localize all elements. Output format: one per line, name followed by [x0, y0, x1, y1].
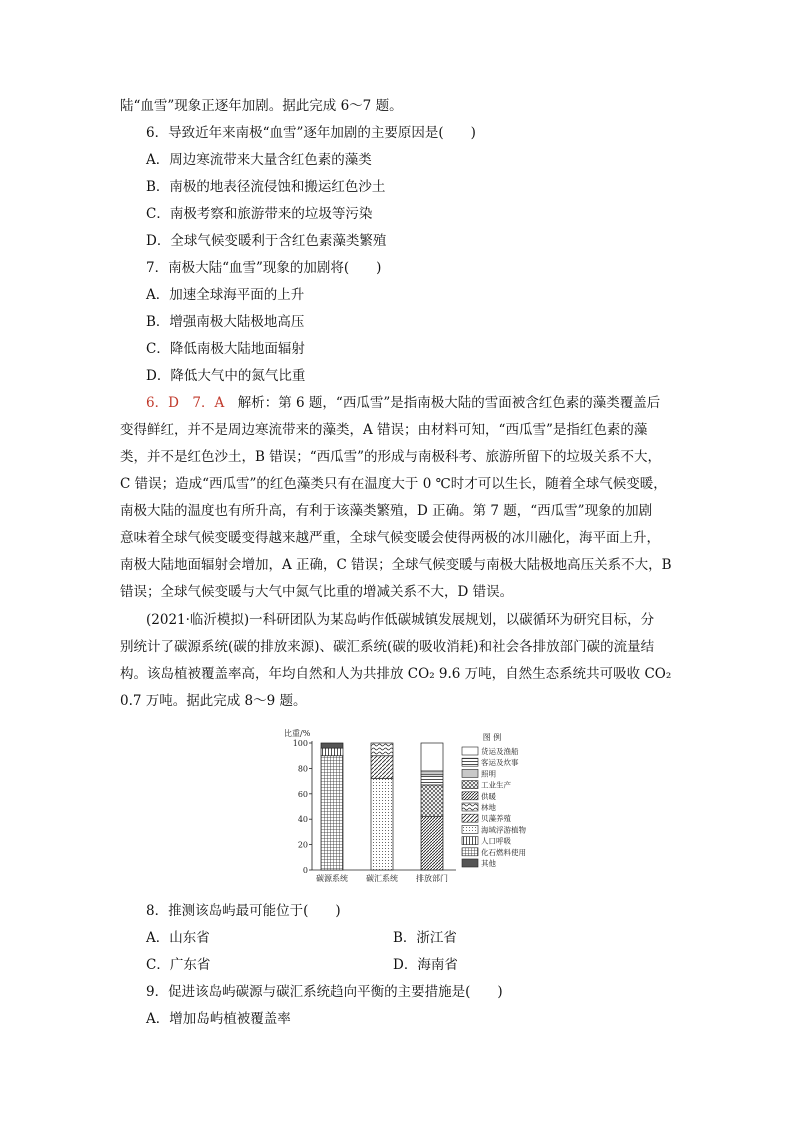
- material-line-2: 别统计了碳源系统(碳的排放来源)、碳汇系统(碳的吸收消耗)和社会各排放部门碳的流量结: [120, 639, 655, 655]
- y-axis-label: 比重/%: [284, 729, 311, 738]
- legend-swatch: [462, 747, 478, 755]
- y-tick-label: 80: [297, 764, 308, 774]
- bar-segment: [421, 785, 443, 817]
- legend-label: 供暖: [481, 791, 496, 801]
- legend-label: 林地: [481, 803, 496, 812]
- q9-stem: 9．促进该岛屿碳源与碳汇系统趋向平衡的主要措施是( ): [146, 984, 503, 1000]
- legend-swatch: [462, 769, 478, 777]
- legend-swatch: [462, 781, 478, 789]
- answer-line-1: [146, 394, 660, 412]
- q8-option-a: A．山东省: [146, 930, 210, 946]
- q8-option-d: D．海南省: [393, 957, 458, 973]
- x-tick-label: 碳源系统: [316, 874, 348, 883]
- answer-line-3: 类，并不是红色沙土，B 错误；“西瓜雪”的形成与南极科考、旅游所留下的垃圾关系不大，: [120, 449, 662, 465]
- legend-label: 工业生产: [481, 780, 511, 790]
- q6-option-c: C．南极考察和旅游带来的垃圾等污染: [146, 206, 373, 222]
- y-tick-label: 60: [297, 789, 308, 799]
- q6-option-a: A．周边寒流带来大量含红色素的藻类: [146, 152, 372, 168]
- legend-swatch: [462, 758, 478, 766]
- q6-option-d: D．全球气候变暖利于含红色素藻类繁殖: [146, 233, 387, 249]
- y-tick-label: 20: [297, 840, 308, 850]
- bar-segment: [421, 771, 443, 775]
- legend-label: 货运及渔船: [481, 747, 519, 756]
- q8-option-b: B．浙江省: [393, 930, 457, 946]
- answer-line-5: 南极大陆的温度也有所升高，有利于该藻类繁殖，D 正确。第 7 题，“西瓜雪”现象的加剧: [120, 503, 653, 519]
- q6-stem: 6．导致近年来南极“血雪”逐年加剧的主要原因是( ): [146, 125, 476, 141]
- bar-segment: [421, 817, 443, 870]
- answer-line-8: 错误；全球气候变暖与大气中氮气比重的增减关系不大，D 错误。: [120, 584, 514, 600]
- q7-option-b: B．增强南极大陆极地高压: [146, 314, 305, 330]
- carbon-flow-chart: [282, 727, 546, 889]
- q7-stem: 7．南极大陆“血雪”现象的加剧将( ): [146, 260, 382, 276]
- bar-segment: [371, 779, 393, 870]
- legend-title: 图 例: [482, 733, 502, 742]
- answer-text-1: 解析：第 6 题，“西瓜雪”是指南极大陆的雪面被含红色素的藻类覆盖后: [237, 395, 661, 411]
- q8-option-c: C．广东省: [146, 957, 211, 973]
- legend-swatch: [462, 792, 478, 800]
- y-tick-label: 100: [292, 739, 308, 748]
- legend-label: 海域浮游植物: [481, 825, 526, 835]
- q7-option-d: D．降低大气中的氮气比重: [146, 368, 306, 384]
- q8-stem: 8．推测该岛屿最可能位于( ): [146, 903, 341, 919]
- legend-label: 化石燃料使用: [481, 847, 526, 857]
- bar-segment: [321, 748, 343, 756]
- material-line-1: (2021·临沂模拟)一科研团队为某岛屿作低碳城镇发展规划，以碳循环为研究目标，分: [146, 612, 655, 628]
- intro-tail: 陆“血雪”现象正逐年加剧。据此完成 6～7 题。: [120, 98, 403, 114]
- legend-label: 客运及炊事: [481, 758, 519, 768]
- answer-line-7: 南极大陆地面辐射会增加，A 正确，C 错误；全球气候变暖与南极大陆极地高压关系不大，B: [120, 557, 672, 573]
- legend-label: 人口呼吸: [481, 836, 511, 846]
- legend-label: 其他: [481, 859, 496, 868]
- q7-option-c: C．降低南极大陆地面辐射: [146, 341, 305, 357]
- material-line-4: 0.7 万吨。据此完成 8～9 题。: [120, 693, 307, 709]
- bar-segment: [321, 756, 343, 870]
- q7-option-a: A．加速全球海平面的上升: [146, 287, 305, 303]
- answer-line-6: 意味着全球气候变暖变得越来越严重，全球气候变暖会使得两极的冰川融化，海平面上升，: [120, 530, 660, 546]
- answer-line-4: C 错误；造成“西瓜雪”的红色藻类只有在温度大于 0 ℃时才可以生长，随着全球气候变暖，: [120, 476, 667, 492]
- x-tick-label: 排放部门: [416, 874, 448, 883]
- answer-key: 6．D 7．A: [146, 395, 225, 411]
- legend-swatch: [462, 825, 478, 833]
- material-line-3: 构。该岛植被覆盖率高，年均自然和人为共排放 CO₂ 9.6 万吨，自然生态系统共可吸收 CO₂: [120, 666, 672, 682]
- legend-swatch: [462, 848, 478, 856]
- legend-label: 照明: [481, 769, 496, 779]
- bar-segment: [371, 743, 393, 756]
- legend-swatch: [462, 859, 478, 867]
- q6-option-b: B．南极的地表径流侵蚀和搬运红色沙土: [146, 179, 386, 195]
- bar-segment: [321, 743, 343, 748]
- y-tick-label: 40: [297, 815, 308, 825]
- legend-swatch: [462, 803, 478, 811]
- bar-segment: [421, 743, 443, 771]
- bar-segment: [371, 756, 393, 779]
- legend-swatch: [462, 837, 478, 845]
- legend-swatch: [462, 814, 478, 822]
- legend-label: 贝藻养殖: [481, 814, 511, 824]
- bar-segment: [421, 775, 443, 785]
- q9-option-a: A．增加岛屿植被覆盖率: [146, 1011, 291, 1027]
- y-tick-label: 0: [302, 866, 308, 875]
- x-tick-label: 碳汇系统: [366, 874, 398, 883]
- answer-line-2: 变得鲜红，并不是周边寒流带来的藻类，A 错误；由材料可知，“西瓜雪”是指红色素的藻: [120, 422, 648, 438]
